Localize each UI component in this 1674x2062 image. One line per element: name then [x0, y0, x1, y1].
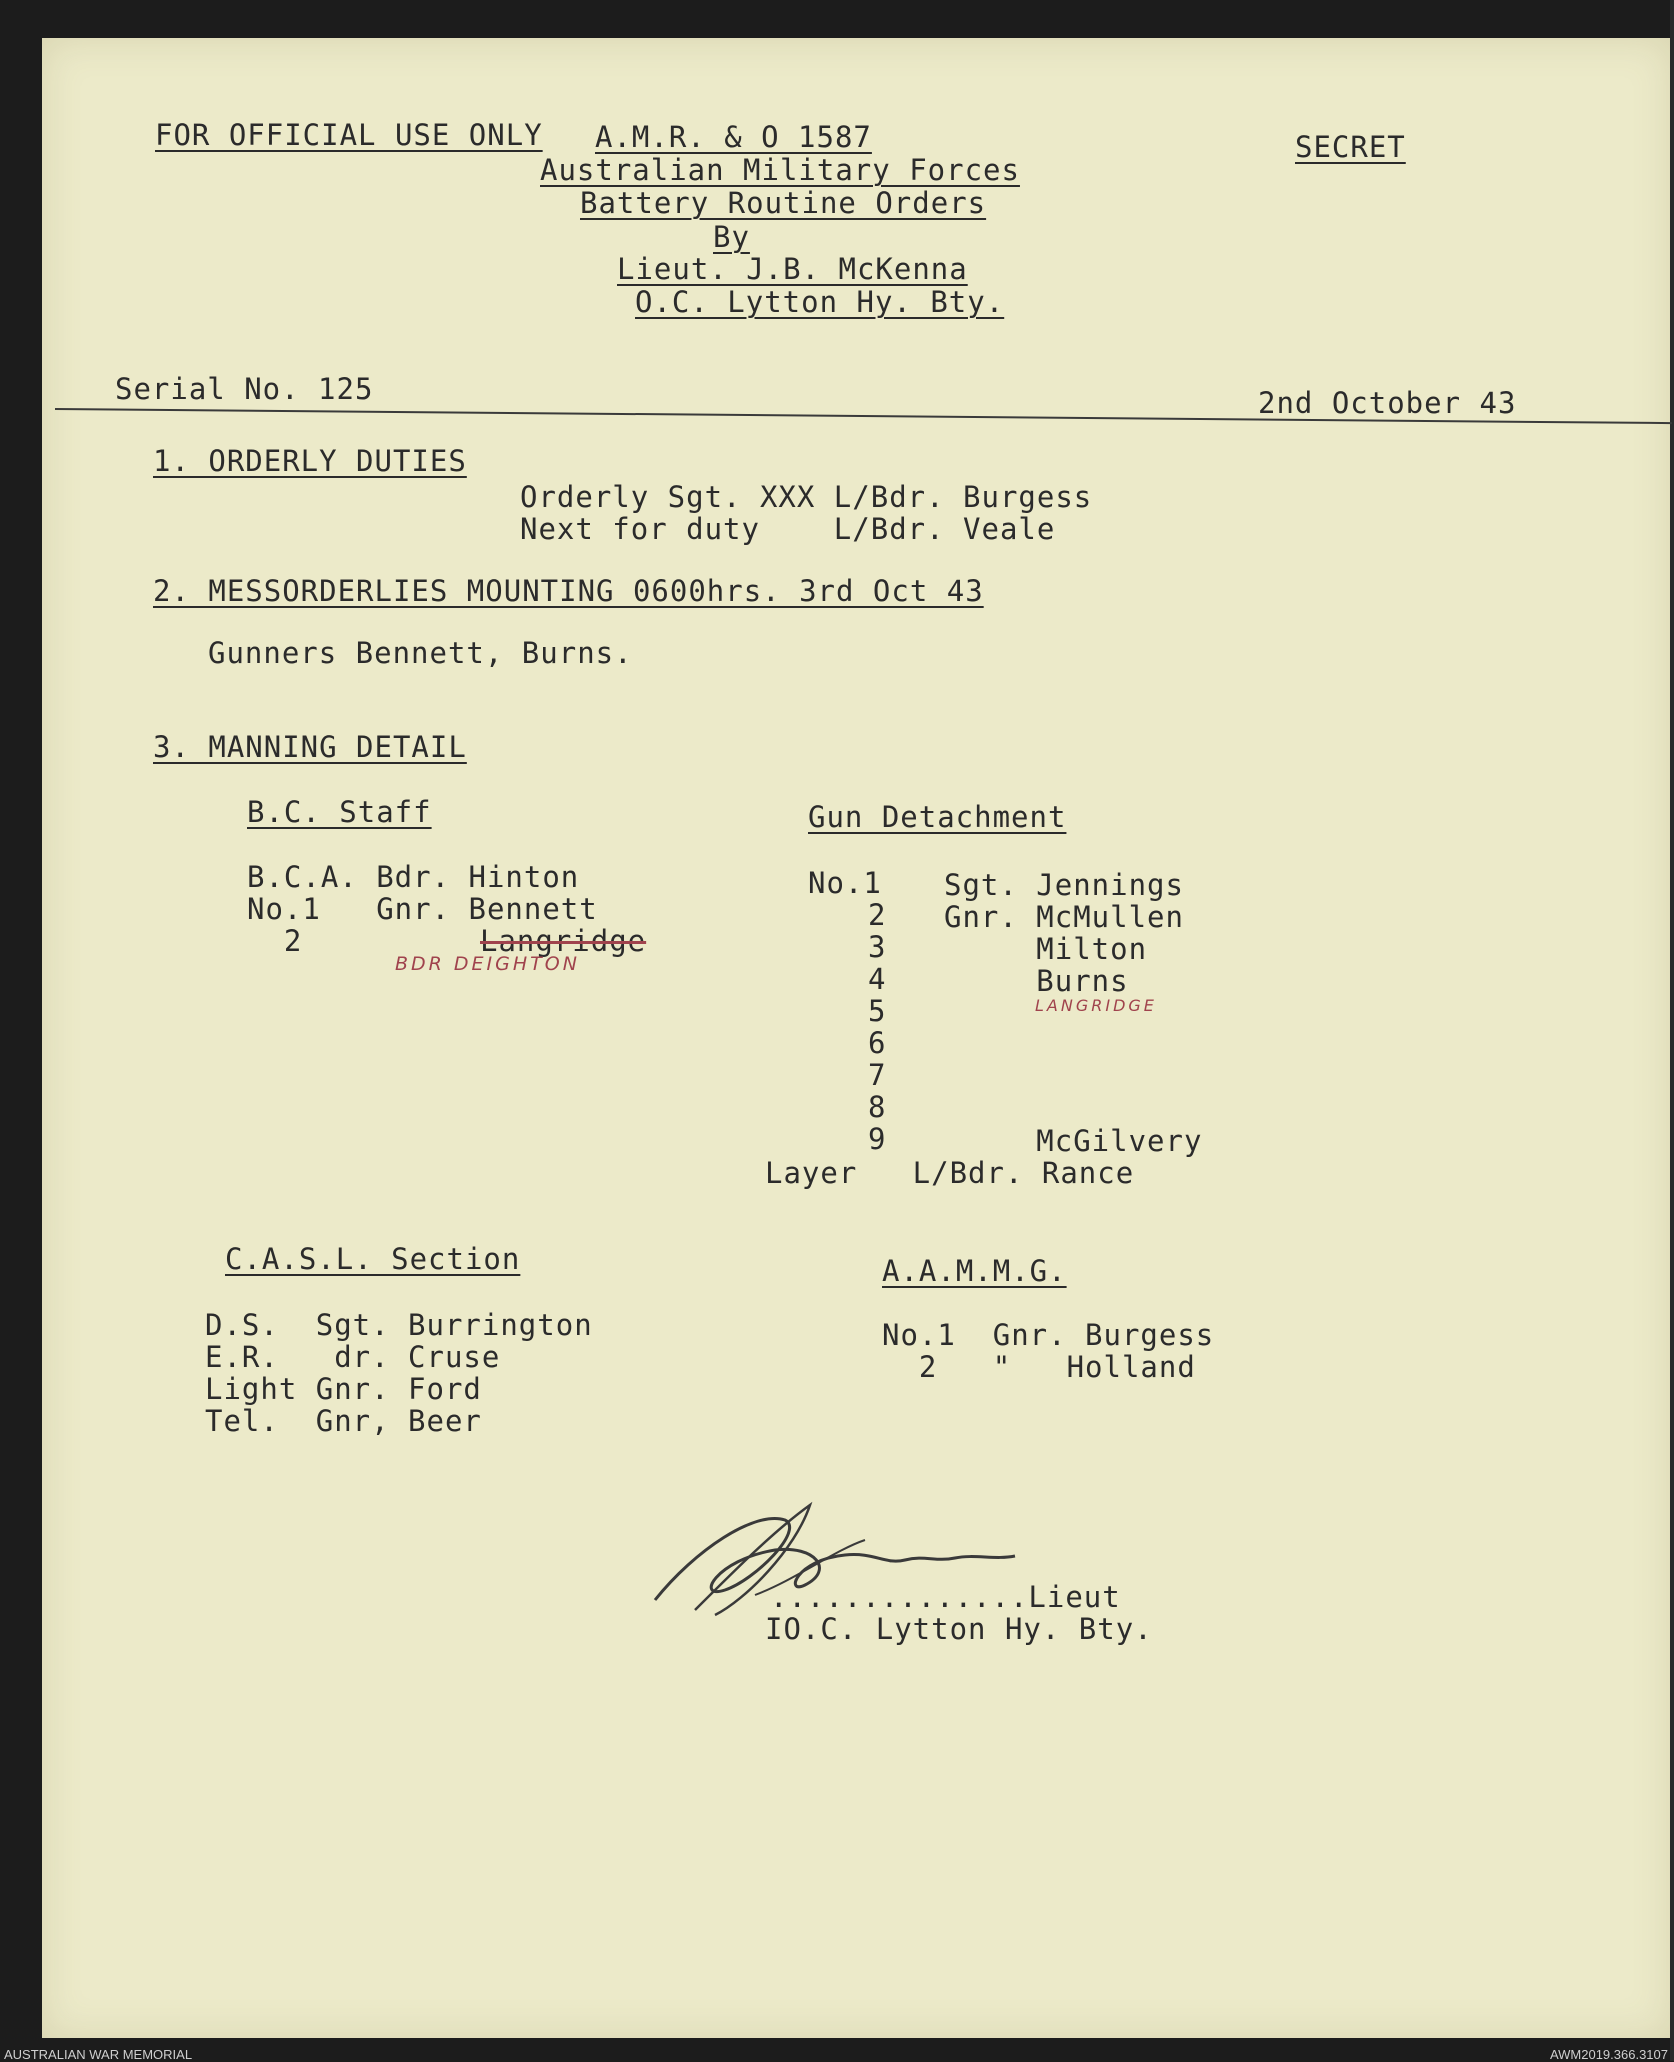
section-2-heading: 2. MESSORDERLIES MOUNTING 0600hrs. 3rd Oct 43	[153, 574, 984, 608]
casl-title: C.A.S.L. Section	[225, 1242, 521, 1276]
gun-name-3: Milton	[944, 932, 1148, 966]
bc-staff-row-3: 2	[247, 924, 303, 958]
gun-name-2: Gnr. McMullen	[944, 900, 1184, 934]
serial-number: Serial No. 125	[115, 372, 374, 406]
title-line-4: Lieut. J.B. McKenna	[617, 252, 968, 286]
aammg-row-2: 2 " Holland	[882, 1350, 1196, 1384]
aammg-title: A.A.M.M.G.	[882, 1254, 1067, 1288]
title-line-1: Australian Military Forces	[540, 153, 1020, 187]
gun-no-4: 4	[868, 962, 887, 996]
title-line-2: Battery Routine Orders	[580, 186, 987, 220]
bc-staff-row-2: No.1 Gnr. Bennett	[247, 892, 598, 926]
gun-no-5: 5	[868, 994, 887, 1028]
gun-detachment-title: Gun Detachment	[808, 800, 1067, 834]
title-line-5: O.C. Lytton Hy. Bty.	[635, 285, 1005, 319]
gun-name-9: McGilvery	[944, 1124, 1203, 1158]
gun-no-1: No.1	[808, 866, 882, 900]
gun-no-2: 2	[868, 898, 887, 932]
casl-row-1: D.S. Sgt. Burrington	[205, 1308, 593, 1342]
title-line-3: By	[713, 220, 750, 254]
gun-no-6: 6	[868, 1026, 887, 1060]
secret-label: SECRET	[1295, 130, 1406, 164]
gun-no-9: 9	[868, 1122, 887, 1156]
bc-staff-title: B.C. Staff	[247, 795, 432, 829]
classification-label: FOR OFFICIAL USE ONLY	[155, 118, 543, 152]
footer-institution: AUSTRALIAN WAR MEMORIAL	[4, 2047, 193, 2062]
handwritten-replacement: BDR DEIGHTON	[395, 953, 580, 975]
gun-no-7: 7	[868, 1058, 887, 1092]
next-for-duty-line: Next for duty L/Bdr. Veale	[520, 512, 1056, 546]
signature-position: IO.C. Lytton Hy. Bty.	[765, 1612, 1153, 1646]
scan-edge	[1670, 0, 1674, 2061]
signature-dots-lieut: ..............Lieut	[770, 1580, 1121, 1614]
document-date: 2nd October 43	[1258, 386, 1517, 420]
casl-row-4: Tel. Gnr, Beer	[205, 1404, 482, 1438]
struck-name: Langridge	[480, 924, 647, 958]
gun-name-4: Burns	[944, 964, 1129, 998]
gun-name-1: Sgt. Jennings	[944, 868, 1184, 902]
section-3-heading: 3. MANNING DETAIL	[153, 730, 467, 764]
handwritten-gun-5: LANGRIDGE	[1035, 996, 1157, 1015]
layer-line: Layer L/Bdr. Rance	[765, 1156, 1135, 1190]
aammg-row-1: No.1 Gnr. Burgess	[882, 1318, 1215, 1352]
document-page	[42, 38, 1672, 2038]
footer-accession: AWM2019.366.3107	[1549, 2047, 1668, 2062]
orderly-sergeant-line: Orderly Sgt. XXX L/Bdr. Burgess	[520, 480, 1093, 514]
casl-row-2: E.R. dr. Cruse	[205, 1340, 501, 1374]
casl-row-3: Light Gnr. Ford	[205, 1372, 482, 1406]
gun-no-3: 3	[868, 930, 887, 964]
gun-no-8: 8	[868, 1090, 887, 1124]
reference-number: A.M.R. & O 1587	[595, 120, 872, 154]
bc-staff-row-1: B.C.A. Bdr. Hinton	[247, 860, 580, 894]
section-1-heading: 1. ORDERLY DUTIES	[153, 444, 467, 478]
messorderlies-names: Gunners Bennett, Burns.	[208, 636, 633, 670]
